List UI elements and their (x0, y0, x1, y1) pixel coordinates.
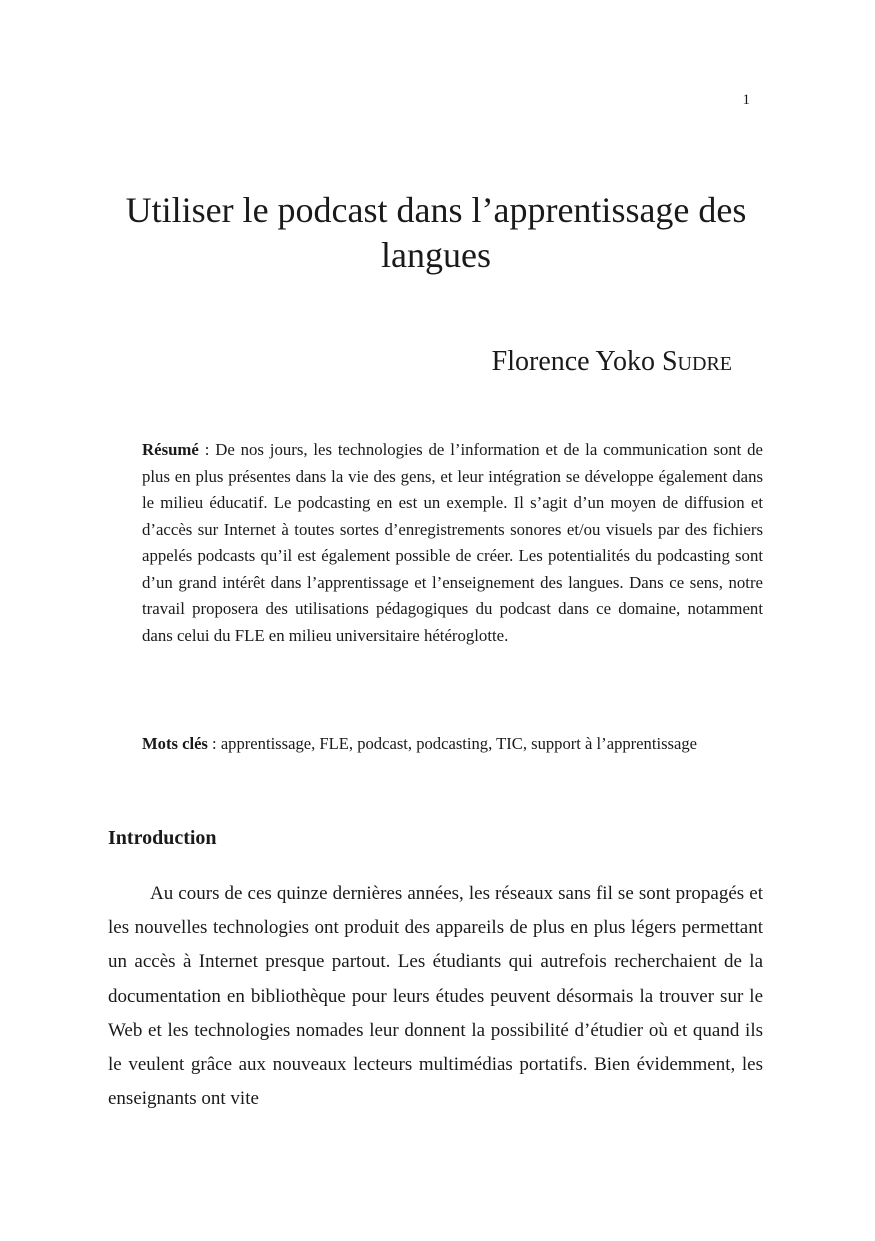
page-number: 1 (742, 92, 750, 108)
author-name (380, 344, 732, 380)
abstract-separator: : (198, 440, 216, 459)
introduction-paragraph: Au cours de ces quinze dernières années, les réseaux sans fil se sont propagés et les nouvelles technologies ont produit des appareils de plus en plus légers permettant un accès à Internet presque partout. Les étudiants qui autrefois recherchaient de la documentation en bibliothèque pour leurs études peuvent désormais la trouver sur le Web et les technologies nomades leur donnent la possibilité d’étudier où et quand ils le veulent grâce aux nouveaux lecteurs multimédias portatifs. Bien évidemment, les enseignants ont vite (108, 883, 763, 1110)
keywords-text: apprentissage, FLE, podcast, podcasting, TIC, support à l’apprentissage (220, 734, 698, 753)
author-surname: Sudre (661, 346, 732, 377)
author-first-names: Florence Yoko (491, 346, 655, 377)
abstract (142, 437, 763, 649)
keywords (142, 731, 782, 757)
paper-title: Utiliser le podcast dans l’apprentissage des langues (125, 190, 747, 275)
keywords-label: Mots clés (142, 734, 208, 753)
section-heading-introduction: Introduction (108, 827, 217, 849)
keywords-separator: : (207, 734, 221, 753)
abstract-label: Résumé (142, 440, 199, 459)
abstract-text: De nos jours, les technologies de l’information et de la communication sont de plus en plus présentes dans la vie des gens, et leur intégration se développe également dans le milieu éducatif. Le podcasting en est un exemple. Il s’agit d’un moyen de diffusion et d’accès sur Internet à toutes sortes d’enregistrements sonores et/ou visuels par des fichiers appelés podcasts qu’il est également possible de créer. Les potentialités du podcasting sont d’un grand intérêt dans l’apprentissage et l’enseignement des langues. Dans ce sens, notre travail proposera des utilisations pédagogiques du podcast dans ce domaine, notamment dans celui du FLE en milieu universitaire hétéroglotte. (142, 440, 763, 645)
